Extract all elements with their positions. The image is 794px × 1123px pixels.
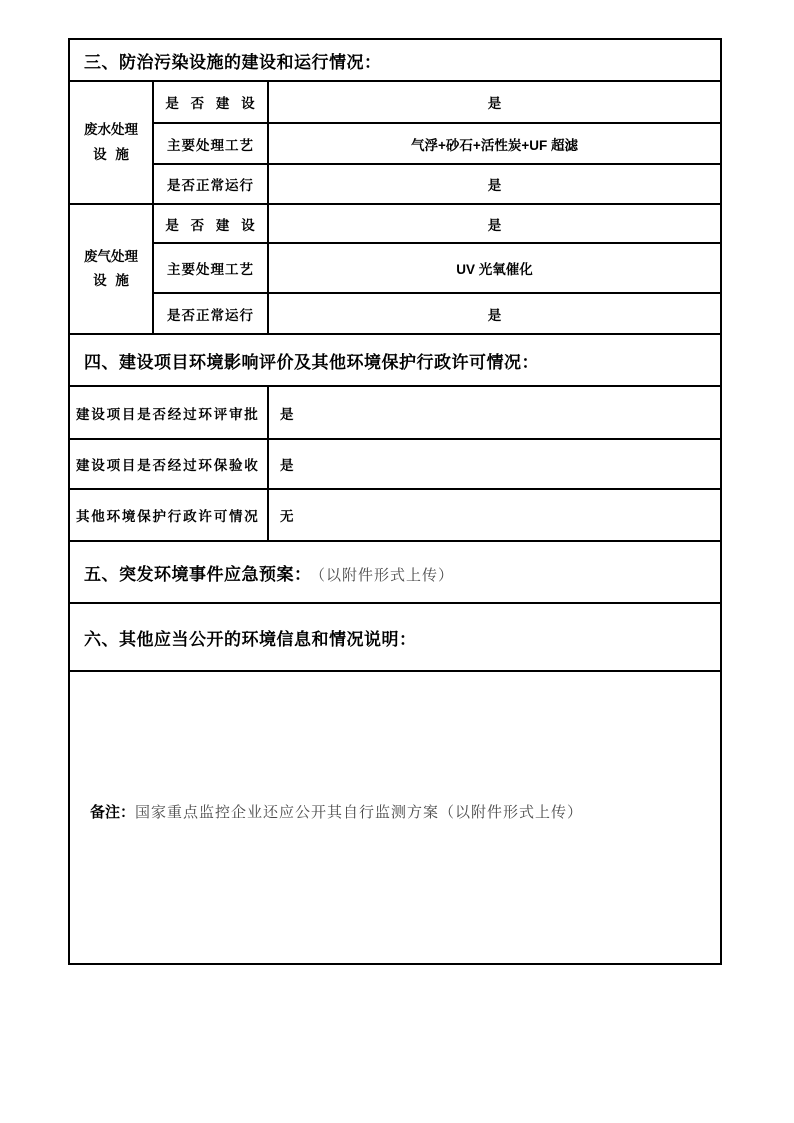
remark-cell [69,671,721,964]
table-row [69,293,721,334]
row-label-eia-approval: 建设项目是否经过环评审批 [69,386,268,439]
section6-header-row [69,603,721,671]
section5-cell [69,541,721,603]
section3-title: 三、防治污染设施的建设和运行情况： [69,39,721,81]
row-value-acceptance: 是 [268,439,721,489]
section3-header-row [69,39,721,81]
facility-name-wastewater [69,81,153,204]
row-value-process: 气浮+砂石+活性炭+UF 超滤 [268,123,721,164]
table-row [69,489,721,541]
row-value-other-permits: 无 [268,489,721,541]
row-value-built: 是 [268,81,721,123]
facility-name-line2: 设 施 [93,273,129,288]
row-label-process: 主要处理工艺 [153,243,268,293]
row-label-process: 主要处理工艺 [153,123,268,164]
section5-header-row [69,541,721,603]
facility-name-line1: 废水处理 [84,122,138,138]
table-row [69,386,721,439]
table-row [69,204,721,243]
section5-attachment-note: （以附件形式上传） [317,567,455,584]
row-label-other-permits: 其他环境保护行政许可情况 [69,489,268,541]
row-label-running: 是否正常运行 [153,293,268,334]
facility-name-line2: 设 施 [93,146,129,162]
remark-row [69,671,721,964]
table-row [69,123,721,164]
table-row [69,164,721,204]
row-value-running: 是 [268,293,721,334]
remark-label: 备注： [90,804,136,821]
table-row [69,439,721,489]
row-value-built: 是 [268,204,721,243]
pollution-facility-table [68,38,722,965]
section4-header-row [69,334,721,386]
facility-name-line1: 废气处理 [84,248,138,264]
row-value-process: UV 光氧催化 [268,243,721,293]
row-label-built: 是 否 建 设 [153,204,268,243]
table-row [69,81,721,123]
row-label-built: 是 否 建 设 [153,81,268,123]
remark-text: 国家重点监控企业还应公开其自行监测方案（以附件形式上传） [135,805,584,821]
section6-title: 六、其他应当公开的环境信息和情况说明： [69,603,721,671]
row-value-running: 是 [268,164,721,204]
section5-title: 五、突发环境事件应急预案： [84,564,312,584]
section4-title: 四、建设项目环境影响评价及其他环境保护行政许可情况： [69,334,721,386]
facility-name-wastegas [69,204,153,334]
row-label-acceptance: 建设项目是否经过环保验收 [69,439,268,489]
table-row [69,243,721,293]
row-label-running: 是否正常运行 [153,164,268,204]
row-value-eia-approval: 是 [268,386,721,439]
